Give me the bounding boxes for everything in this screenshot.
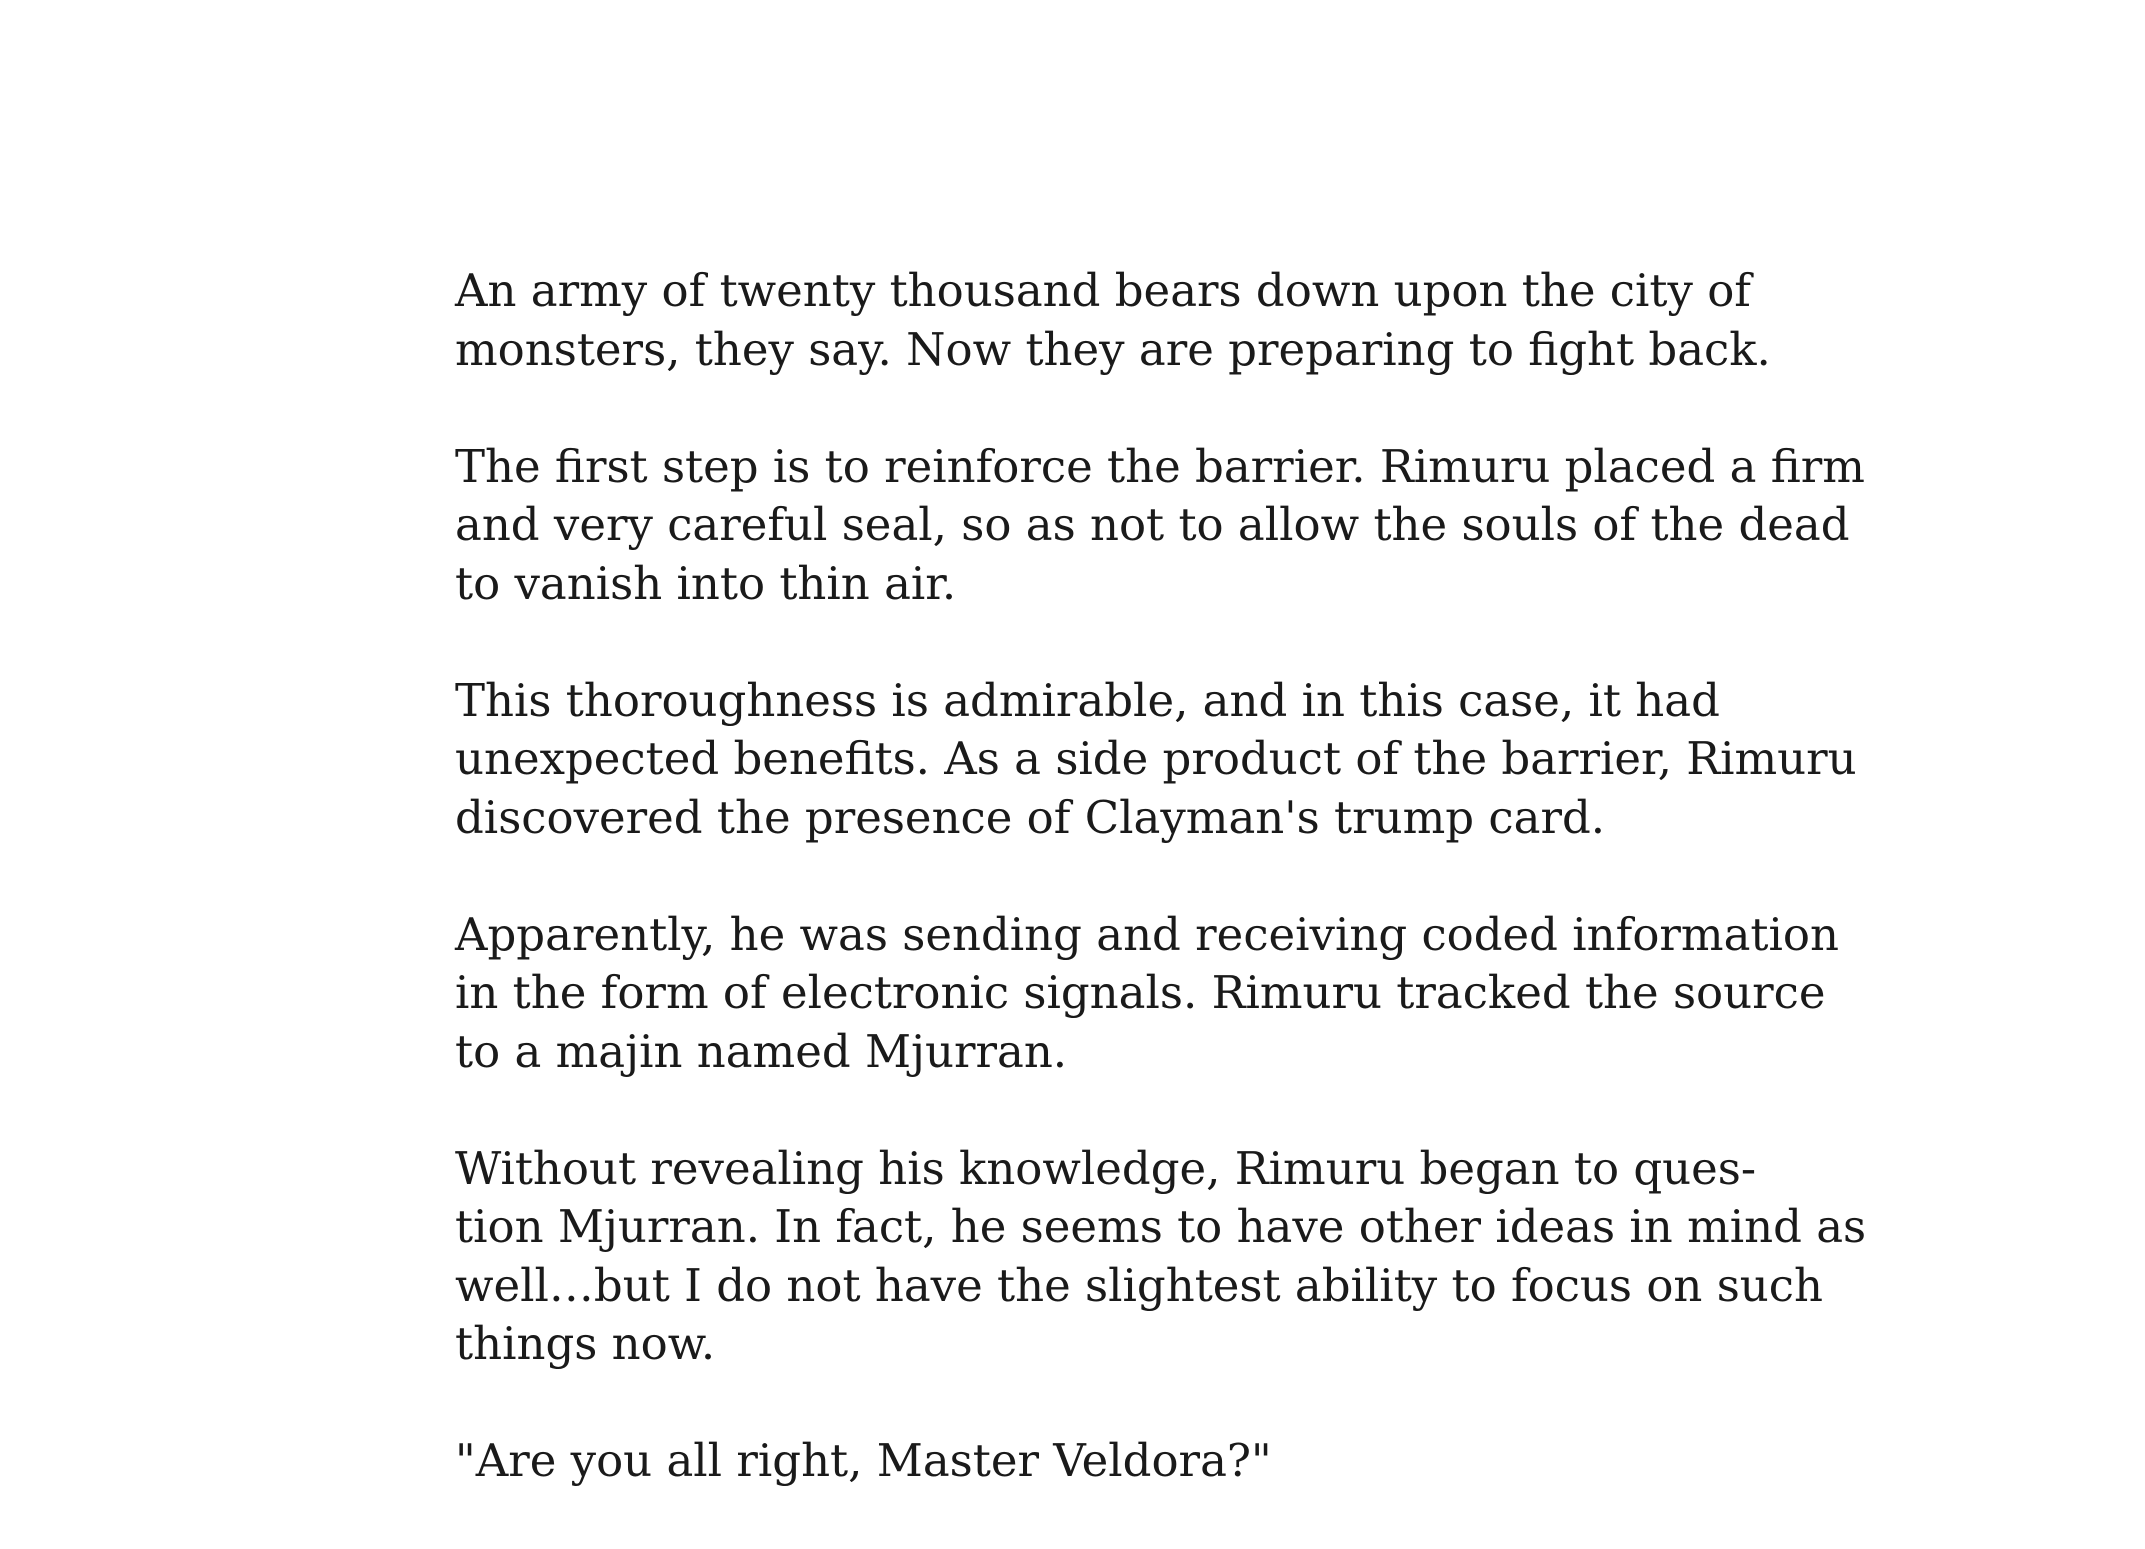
text-line: unexpected benefits. As a side product of the barrier, Rimuru (455, 732, 1857, 785)
text-line: Apparently, he was sending and receiving coded information (455, 907, 1839, 961)
paragraph (455, 1140, 1867, 1374)
text-line: in the form of electronic signals. Rimuru tracked the source (455, 966, 1826, 1019)
text-line: The first step is to reinforce the barrier. Rimuru placed a firm (455, 439, 1865, 493)
paragraph (455, 672, 1857, 848)
text-line: to a majin named Mjurran. (455, 1024, 1068, 1078)
paragraph (455, 1432, 1755, 1491)
text-line: things now. (455, 1317, 716, 1370)
text-line: monsters, they say. Now they are preparing to fight back. (455, 322, 1771, 376)
text-line: "Are you all right, Master Veldora?" (455, 1434, 1272, 1487)
body-text (455, 262, 1867, 1549)
text-line: An army of twenty thousand bears down upon the city of (455, 264, 1751, 317)
text-line: to vanish into thin air. (455, 556, 957, 610)
text-line: tion Mjurran. In fact, he seems to have other ideas in mind as (455, 1200, 1867, 1253)
text-line: This thoroughness is admirable, and in this case, it had (455, 673, 1720, 727)
text-line: discovered the presence of Clayman's trump card. (455, 790, 1606, 844)
text-line: well…but I do not have the slightest ability to focus on such (455, 1258, 1823, 1312)
text-line: Without revealing his knowledge, Rimuru began to ques- (455, 1141, 1757, 1195)
text-line: and very careful seal, so as not to allow the souls of the dead (455, 498, 1850, 551)
paragraph (455, 262, 1771, 379)
paragraph (455, 906, 1839, 1082)
paragraph (455, 438, 1865, 614)
